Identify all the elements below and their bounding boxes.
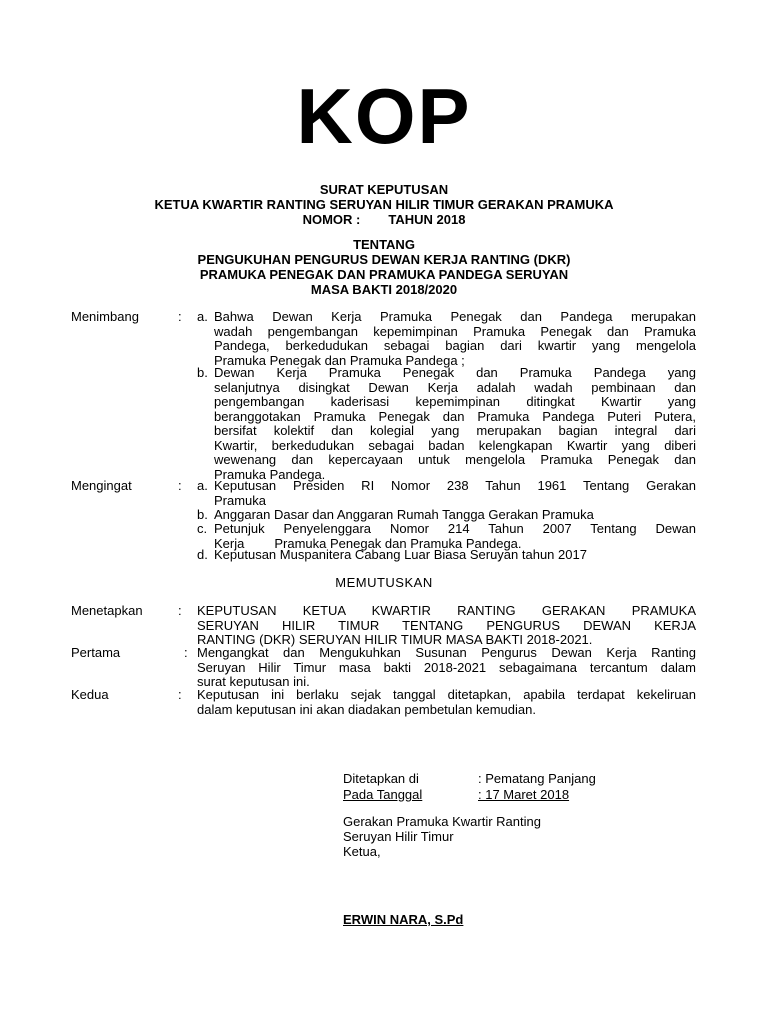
- menimbang-a-line: wadah pengembangan kepemimpinan Pramuka Penegak dan Pramuka: [214, 323, 696, 339]
- mengingat-c-line2a: Kerja: [214, 535, 245, 551]
- menimbang-b-line: bersifat kolektif dan kolegial yang merupakan bagian integral dari: [214, 423, 696, 438]
- tentang-line-3: MASA BAKTI 2018/2020: [310, 282, 458, 297]
- menimbang-colon: :: [178, 309, 182, 324]
- pertama-colon: :: [184, 645, 188, 660]
- tanggal-value: : 17 Maret 2018: [478, 787, 570, 802]
- menimbang-b-line: pengembangan kaderisasi kepemimpinan ditingkat Kwartir yang: [214, 394, 696, 409]
- memutuskan-heading: MEMUTUSKAN: [335, 575, 433, 590]
- signature-org-line-1: Gerakan Pramuka Kwartir Ranting: [343, 814, 541, 829]
- signature-org-line-2: Seruyan Hilir Timur: [343, 829, 454, 844]
- mengingat-label: Mengingat: [71, 478, 132, 493]
- decree-title-block: [0, 182, 768, 227]
- menimbang-label: Menimbang: [71, 309, 139, 324]
- signer-name: ERWIN NARA, S.Pd: [343, 912, 464, 927]
- mengingat-c-letter: c.: [197, 521, 208, 536]
- menimbang-a-line: Bahwa Dewan Kerja Pramuka Penegak dan Pandega merupakan: [214, 309, 696, 324]
- mengingat-d-text: Keputusan Muspanitera Cabang Luar Biasa Seruyan tahun 2017: [214, 547, 587, 562]
- menimbang-a-text: [214, 310, 696, 368]
- mengingat-b-letter: b.: [197, 507, 208, 522]
- pertama-line: Mengangkat dan Mengukuhkan Susunan Pengurus Dewan Kerja Ranting: [197, 645, 696, 660]
- mengingat-a-line: Keputusan Presiden RI Nomor 238 Tahun 1961 Tentang Gerakan: [214, 478, 696, 493]
- menetapkan-line: SERUYAN HILIR TIMUR TENTANG PENGURUS DEWAN KERJA: [197, 617, 696, 633]
- pertama-line: Seruyan Hilir Timur masa bakti 2018-2021 sebagaimana tercantum dalam: [197, 659, 696, 675]
- tahun-label: TAHUN 2018: [388, 212, 466, 227]
- nomor-label: NOMOR :: [302, 212, 361, 227]
- pertama-label: Pertama: [71, 645, 121, 660]
- tentang-line-1: PENGUKUHAN PENGURUS DEWAN KERJA RANTING (DKR): [197, 252, 571, 267]
- menimbang-b-line: beranggotakan Pramuka Penegak dan Pramuka Pandega Puteri Putera,: [214, 408, 696, 424]
- ditetapkan-label: Ditetapkan di: [343, 771, 419, 786]
- menimbang-b-line: Dewan Kerja Pramuka Penegak dan Pramuka Pandega yang: [214, 365, 696, 380]
- tentang-label: TENTANG: [353, 237, 415, 252]
- kedua-colon: :: [178, 687, 182, 702]
- mengingat-d-letter: d.: [197, 547, 208, 562]
- menimbang-b-line: Kwartir, berkedudukan sebagai badan kelengkapan Kwartir yang diberi: [214, 437, 696, 453]
- mengingat-b-text: Anggaran Dasar dan Anggaran Rumah Tangga Gerakan Pramuka: [214, 507, 594, 522]
- menimbang-a-letter: a.: [197, 309, 208, 324]
- mengingat-a-text: [214, 479, 696, 508]
- kedua-text: [197, 688, 696, 717]
- mengingat-a-line: Pramuka: [214, 492, 267, 508]
- kedua-line: dalam keputusan ini akan diadakan pembetulan kemudian.: [197, 701, 536, 717]
- ditetapkan-value: : Pematang Panjang: [478, 771, 596, 786]
- kop-heading: KOP: [296, 72, 472, 160]
- menetapkan-text: [197, 604, 696, 648]
- tentang-line-2: PRAMUKA PENEGAK DAN PRAMUKA PANDEGA SERUYAN: [199, 267, 569, 282]
- menetapkan-colon: :: [178, 603, 182, 618]
- menimbang-b-line: selanjutnya disingkat Dewan Kerja adalah wadah pembinaan dan: [214, 379, 696, 395]
- tanggal-label: Pada Tanggal: [343, 787, 423, 802]
- mengingat-a-letter: a.: [197, 478, 208, 493]
- menetapkan-label: Menetapkan: [71, 603, 143, 618]
- mengingat-c-line2b: Pramuka Penegak dan Pramuka Pandega.: [274, 535, 522, 551]
- decree-subtitle: KETUA KWARTIR RANTING SERUYAN HILIR TIMUR GERAKAN PRAMUKA: [154, 197, 614, 212]
- mengingat-colon: :: [178, 478, 182, 493]
- menimbang-b-line: Pramuka Pandega.: [214, 466, 326, 482]
- decree-title: SURAT KEPUTUSAN: [319, 182, 449, 197]
- menimbang-b-line: wewenang dan kepercayaan untuk mengelola Pramuka Penegak dan: [214, 452, 696, 467]
- pertama-line: surat keputusan ini.: [197, 674, 310, 689]
- tentang-block: [0, 237, 768, 297]
- menimbang-b-letter: b.: [197, 365, 208, 380]
- pertama-text: [197, 646, 696, 690]
- kedua-label: Kedua: [71, 687, 109, 702]
- signature-role: Ketua,: [343, 844, 381, 859]
- menimbang-a-line: Pramuka Penegak dan Pramuka Pandega ;: [214, 352, 465, 368]
- menimbang-b-text: [214, 366, 696, 482]
- mengingat-c-line: Petunjuk Penyelenggara Nomor 214 Tahun 2007 Tentang Dewan: [214, 521, 696, 536]
- menimbang-a-line: Pandega, berkedudukan sebagai bagian dari kwartir yang mengelola: [214, 338, 696, 353]
- menetapkan-line: RANTING (DKR) SERUYAN HILIR TIMUR MASA BAKTI 2018-2021.: [197, 632, 593, 647]
- decree-number-line: [0, 212, 768, 227]
- menetapkan-line: KEPUTUSAN KETUA KWARTIR RANTING GERAKAN PRAMUKA: [197, 603, 696, 618]
- kedua-line: Keputusan ini berlaku sejak tanggal ditetapkan, apabila terdapat kekeliruan: [197, 687, 696, 702]
